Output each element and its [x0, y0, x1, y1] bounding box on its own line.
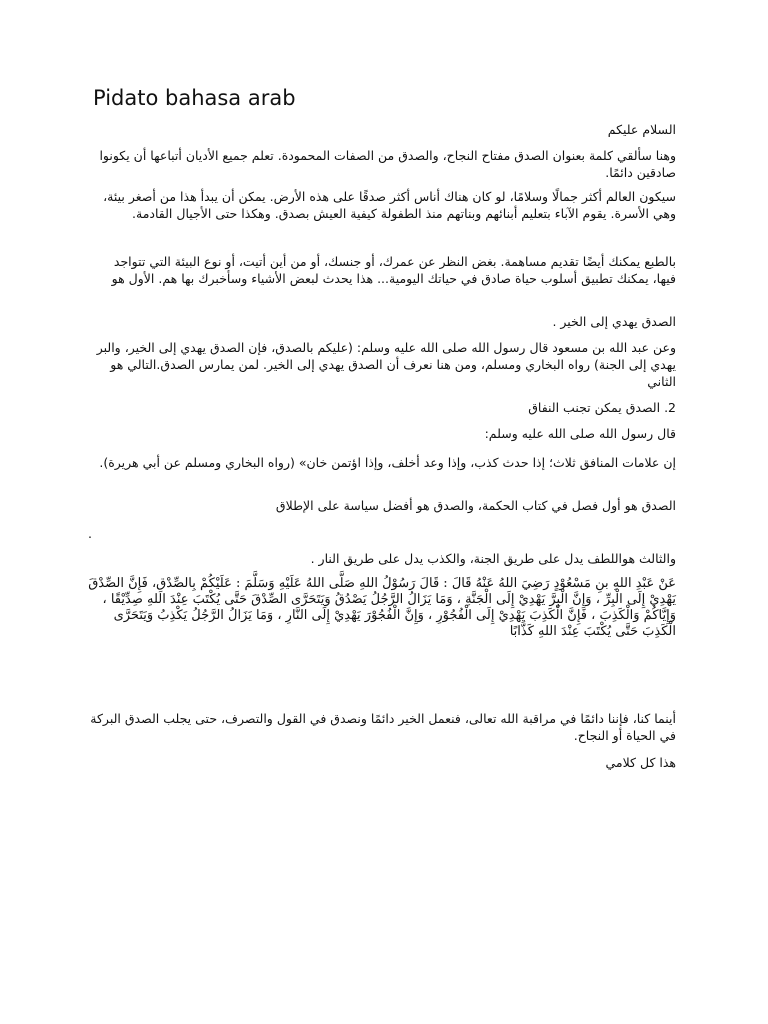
intro-paragraph: وهنا سألقي كلمة بعنوان الصدق مفتاح النجاح، والصدق من الصفات المحمودة. تعلم جميع الأديان أتباعها أن يكونوا صادقين دائمًا.: [99, 148, 676, 180]
hadith-ibn-masud-paragraph: وعن عبد الله بن مسعود قال رسول الله صلى الله عليه وسلم: (عليكم بالصدق، فإن الصدق يهدي إلى الخير، والبر يهدي إلى الجنة) رواه البخاري ومسلم، ومن هنا نعرف أن الصدق يهدي إلى الخير. لمن يمارس الصدق.التالي هو الثاني: [96, 340, 676, 389]
wisdom-paragraph: الصدق هو أول فصل في كتاب الحكمة، والصدق هو أفضل سياسة على الإطلاق: [275, 498, 676, 513]
closing-paragraph: أينما كنا، فإننا دائمًا في مراقبة الله تعالى، فنعمل الخير دائمًا ونصدق في القول والتصرف، حتى يجلب الصدق البركة في الحياة أو النجاح.: [90, 711, 676, 743]
hadith-arabic-text: عَنْ عَبْدِ اللهِ بنِ مَسْعُوْدٍ رَضِيَ اللهُ عَنْهُ قَالَ : قَالَ رَسُوْلُ اللهِ صَلَّى اللهُ عَلَيْهِ وَسَلَّمَ : عَلَيْكُمْ بِالصِّدْقِ، فَإِنَّ الصِّدْقَ يَهْدِيْ إِلَى الْبِرِّ ، وَإِنَّ الْبِرَّ يَهْدِيْ إِلَى الْجَنَّةِ ، وَمَا يَزَالُ الرَّجُلُ يَصْدُقُ وَيَتَحَرَّى الصِّدْقَ حَتَّى يُكْتَبَ عِنْدَ اللهِ صِدِّيْقًا ، وَإِيَّاكُمْ وَالْكَذِبَ ، فَإِنَّ الْكَذِبَ يَهْدِيْ إِلَى الْفُجُوْرِ ، وَإِنَّ الْفُجُوْرَ يَهْدِيْ إِلَى النَّارِ ، وَمَا يَزَالُ الرَّجُلُ يَكْذِبُ وَيَتَحَرَّى الْكَذِبَ حَتَّى يُكْتَبَ عِنْدَ اللهِ كَذَّابًا: [88, 576, 676, 639]
point-one-heading: الصدق يهدي إلى الخير .: [552, 314, 676, 329]
greeting-paragraph: السلام عليكم: [607, 122, 676, 137]
world-paragraph: سيكون العالم أكثر جمالًا وسلامًا، لو كان هناك أناس أكثر صدقًا على هذه الأرض. يمكن أن يبدأ هذا من أصغر بيئة، وهي الأسرة. يقوم الآباء بتعليم أبنائهم وبناتهم منذ الطفولة كيفية العيش بصدق. وهكذا حتى الأجيال القادمة.: [103, 189, 676, 221]
hadith-intro-paragraph: قال رسول الله صلى الله عليه وسلم:: [484, 426, 676, 441]
point-three-paragraph: والثالث هواللطف يدل على طريق الجنة، والكذب يدل على طريق النار .: [310, 551, 676, 566]
contribution-paragraph: بالطبع يمكنك أيضًا تقديم مساهمة. بغض النظر عن عمرك، أو جنسك، أو من أين أتيت، أو نوع البيئة التي تتواجد فيها، يمكنك تطبيق أسلوب حياة صادق في حياتك اليومية... هذا يحدث لبعض الأشياء وسأخبرك بها هم. الأول هو: [111, 254, 676, 286]
period-line: .: [88, 526, 92, 541]
final-line: هذا كل كلامي: [605, 755, 676, 770]
hypocrite-signs-paragraph: إن علامات المنافق ثلاث؛ إذا حدث كذب، وإذا وعد أخلف، وإذا اؤتمن خان» (رواه البخاري ومسلم عن أبي هريرة).: [99, 455, 676, 470]
point-two-heading: 2. الصدق يمكن تجنب النفاق: [528, 400, 676, 415]
document-title: Pidato bahasa arab: [93, 86, 296, 110]
